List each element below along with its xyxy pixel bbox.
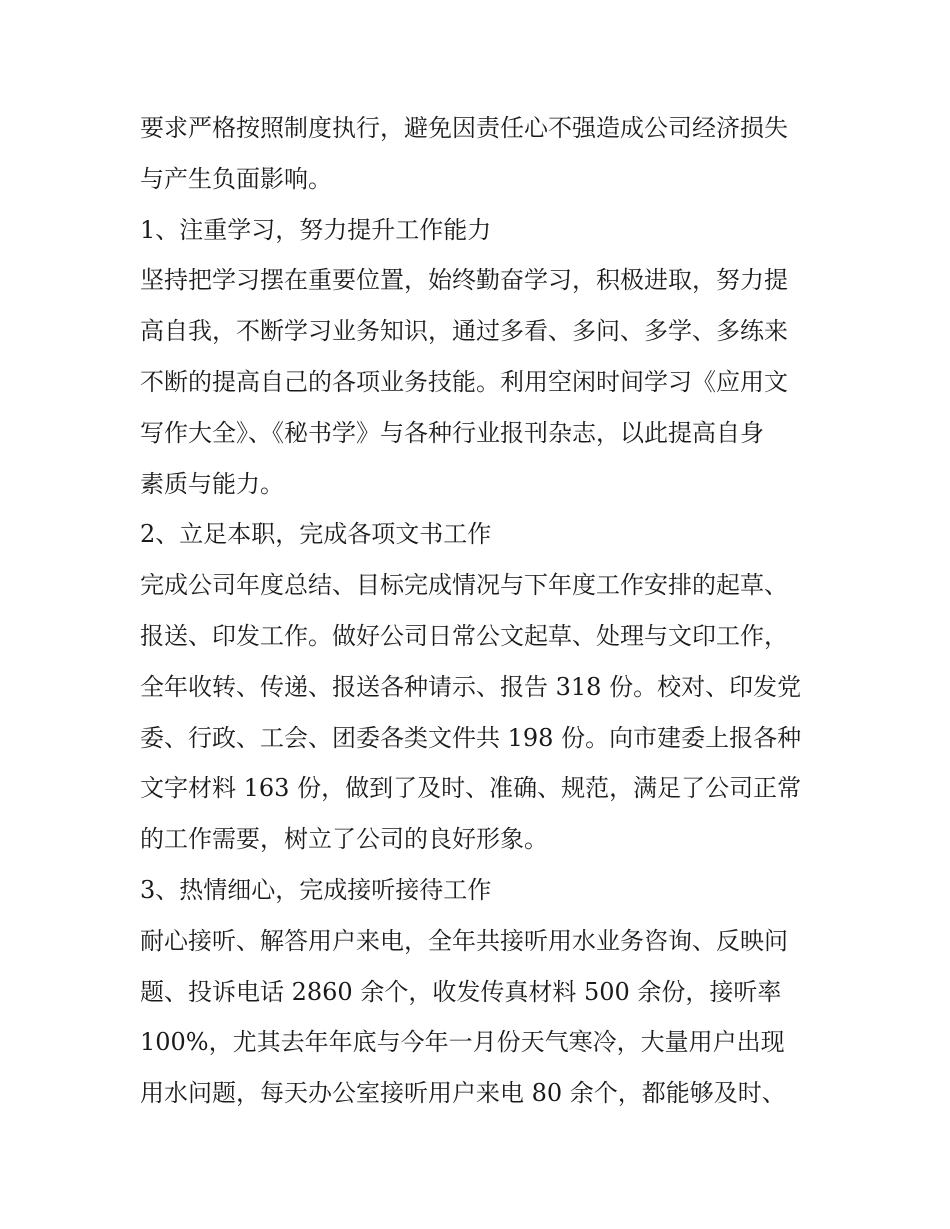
paragraph-line: 文字材料 163 份，做到了及时、准确、规范，满足了公司正常 — [140, 774, 802, 803]
paragraph-line: 坚持把学习摆在重要位置，始终勤奋学习，积极进取，努力提 — [140, 266, 788, 295]
paragraph-line: 用水问题，每天办公室接听用户来电 80 余个，都能够及时、 — [140, 1079, 786, 1108]
paragraph-line: 高自我，不断学习业务知识，通过多看、多问、多学、多练来 — [140, 317, 788, 346]
paragraph-line: 委、行政、工会、团委各类文件共 198 份。向市建委上报各种 — [140, 723, 802, 752]
paragraph-line: 不断的提高自己的各项业务技能。利用空闲时间学习《应用文 — [140, 367, 788, 396]
paragraph-line: 素质与能力。 — [140, 469, 284, 498]
paragraph-line: 完成公司年度总结、目标完成情况与下年度工作安排的起草、 — [140, 571, 788, 600]
paragraph-line: 要求严格按照制度执行，避免因责任心不强造成公司经济损失 — [140, 114, 788, 142]
paragraph-line: 写作大全》、《秘书学》与各种行业报刊杂志，以此提高自身 — [140, 418, 764, 447]
paragraph-line: 耐心接听、解答用户来电，全年共接听用水业务咨询、反映问 — [140, 926, 788, 955]
section-heading: 1、注重学习，努力提升工作能力 — [140, 215, 492, 244]
paragraph-line: 全年收转、传递、报送各种请示、报告 318 份。校对、印发党 — [140, 672, 802, 701]
document-body — [140, 103, 820, 1119]
section-heading: 3、热情细心，完成接听接待工作 — [140, 875, 492, 904]
section-heading: 2、立足本职，完成各项文书工作 — [140, 520, 492, 549]
paragraph-line: 100%，尤其去年年底与今年一月份天气寒冷，大量用户出现 — [140, 1028, 785, 1057]
paragraph-line: 报送、印发工作。做好公司日常公文起草、处理与文印工作， — [140, 621, 788, 650]
paragraph-line: 的工作需要，树立了公司的良好形象。 — [140, 825, 548, 854]
paragraph-line: 题、投诉电话 2860 余个，收发传真材料 500 余份，接听率 — [140, 977, 782, 1006]
paragraph-line: 与产生负面影响。 — [140, 164, 332, 193]
